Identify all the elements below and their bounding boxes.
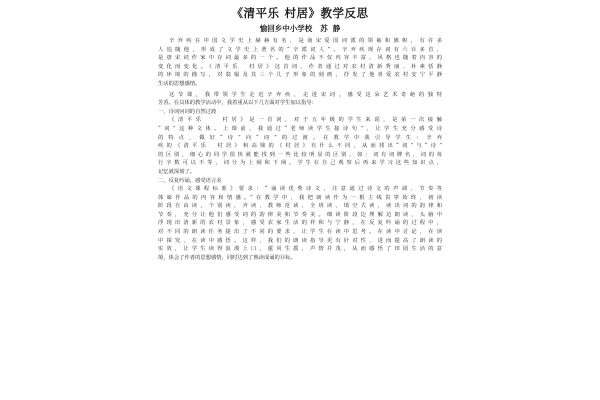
document-title bbox=[158, 6, 442, 21]
paragraph-section-1 bbox=[158, 116, 442, 176]
text-line: 阶段自由读，个别读，齐读，教师范读，全班读，填空式读，读出词的韵律和 bbox=[158, 203, 442, 210]
text-line: 节奏，充分让他们感受词的韵律美和节奏美。细读阶段边理解边朗读，头脑中 bbox=[158, 211, 442, 218]
text-line: 境，体会了作者的思想感情，同时达到了熟读成诵的目标。 bbox=[158, 254, 296, 261]
text-line: “词”这种文体。上课前，我通过“老师读学生接诗句”，让学生充分感受诗 bbox=[158, 125, 442, 132]
title-part-2: 村居》教学反思 bbox=[284, 6, 369, 20]
text-line: 生活的思想感情。 bbox=[158, 80, 201, 87]
text-line: 是唐宋词作家中存词最多的一个。他的作品不仅内容丰富，风格也随着内容的 bbox=[158, 55, 442, 62]
text-line: 人追随他，形成了文学史上著名的“辛派词人”。辛弃疾现存词有六百多首， bbox=[158, 46, 442, 53]
text-line: 浮现出清新的农村景象，感受农家生活的祥和与宁静，在反复吟诵的过程中， bbox=[158, 220, 442, 227]
section-heading-2 bbox=[158, 177, 442, 186]
heading-line: 一、诗词问词的自然过渡 bbox=[158, 108, 217, 115]
paragraph-section-2 bbox=[158, 185, 442, 262]
text-line: 芳香。在具体的教学活动中，我着重从以下几方面对学生加以指导： bbox=[158, 100, 317, 107]
text-line: 变化而变化。《清平乐 村居》这首词，作者通过对农村清新秀丽、朴素恬静 bbox=[158, 63, 442, 70]
title-part-1: 《清平乐 bbox=[231, 6, 280, 20]
author-school: 愉回乡中小学校 bbox=[259, 24, 313, 33]
text-line: 实效，让学生读得浪漫上口，蓮风生摇，声情并茂，从而感悟了田园生活的意 bbox=[158, 246, 442, 253]
text-line: 的特点，做好“诗”向“词”的过渡。在教学中我引导学生：辛弃 bbox=[158, 134, 442, 141]
text-line: 的区别，细心的同学很快就能找到一些比较明显的区别，如：词有词牌名，词的每 bbox=[158, 151, 442, 158]
text-line: 记忆就深刻了。 bbox=[158, 168, 196, 175]
paragraph-intro bbox=[158, 37, 442, 89]
text-line: 辛弃疾在中国文学史上赫赫有名，是南宋爱国词派的领袖和旗帜，有许多 bbox=[169, 38, 442, 44]
paragraph-lesson bbox=[158, 91, 442, 108]
text-line: 行字数可以不等，词分为上阕和下阕。学生在自己观察后再来学习这些知识点， bbox=[158, 160, 442, 167]
author-name-2: 静 bbox=[332, 24, 341, 33]
document-page bbox=[158, 6, 442, 396]
text-line: 《语文课程标准》要求：“诵读优秀诗文，注意通过诗文的声调、节奏等 bbox=[169, 186, 442, 193]
text-line: 《清平乐 村居》是一首词，对于五年级的学生来说，是第一次接触 bbox=[169, 117, 442, 124]
text-line: 中探究，在读中感悟。这样，我们的朗读指导更有针对性，进而提高了朗读的 bbox=[158, 237, 442, 244]
section-heading-1 bbox=[158, 108, 442, 117]
heading-line: 二、反复吟诵，感受语言美 bbox=[158, 177, 222, 184]
author-line bbox=[158, 23, 442, 34]
text-line: 对不同的朗读任务提出了不同的要求，让学生在读中思考。在读中讨论，在读 bbox=[158, 229, 442, 236]
text-line: 疾的《清平乐 村居》和高鼎的《村居》有什么不同，从而找出“词”与“诗” bbox=[158, 143, 442, 150]
text-line: 的环境的描写，对翁媪及其三个儿子形象的刻画，抒发了他喜爱农村安宁平静 bbox=[158, 72, 442, 79]
text-line: 这节课，我带领学生走近辛弃疾，走进宋词，感受这朵艺术奇葩的独特 bbox=[169, 91, 442, 98]
text-line: 体味作品的内容和情感。”在教学中，我把朗读作为一根主线贯穿始终，初读 bbox=[158, 194, 442, 201]
author-name-1: 苏 bbox=[320, 24, 328, 33]
